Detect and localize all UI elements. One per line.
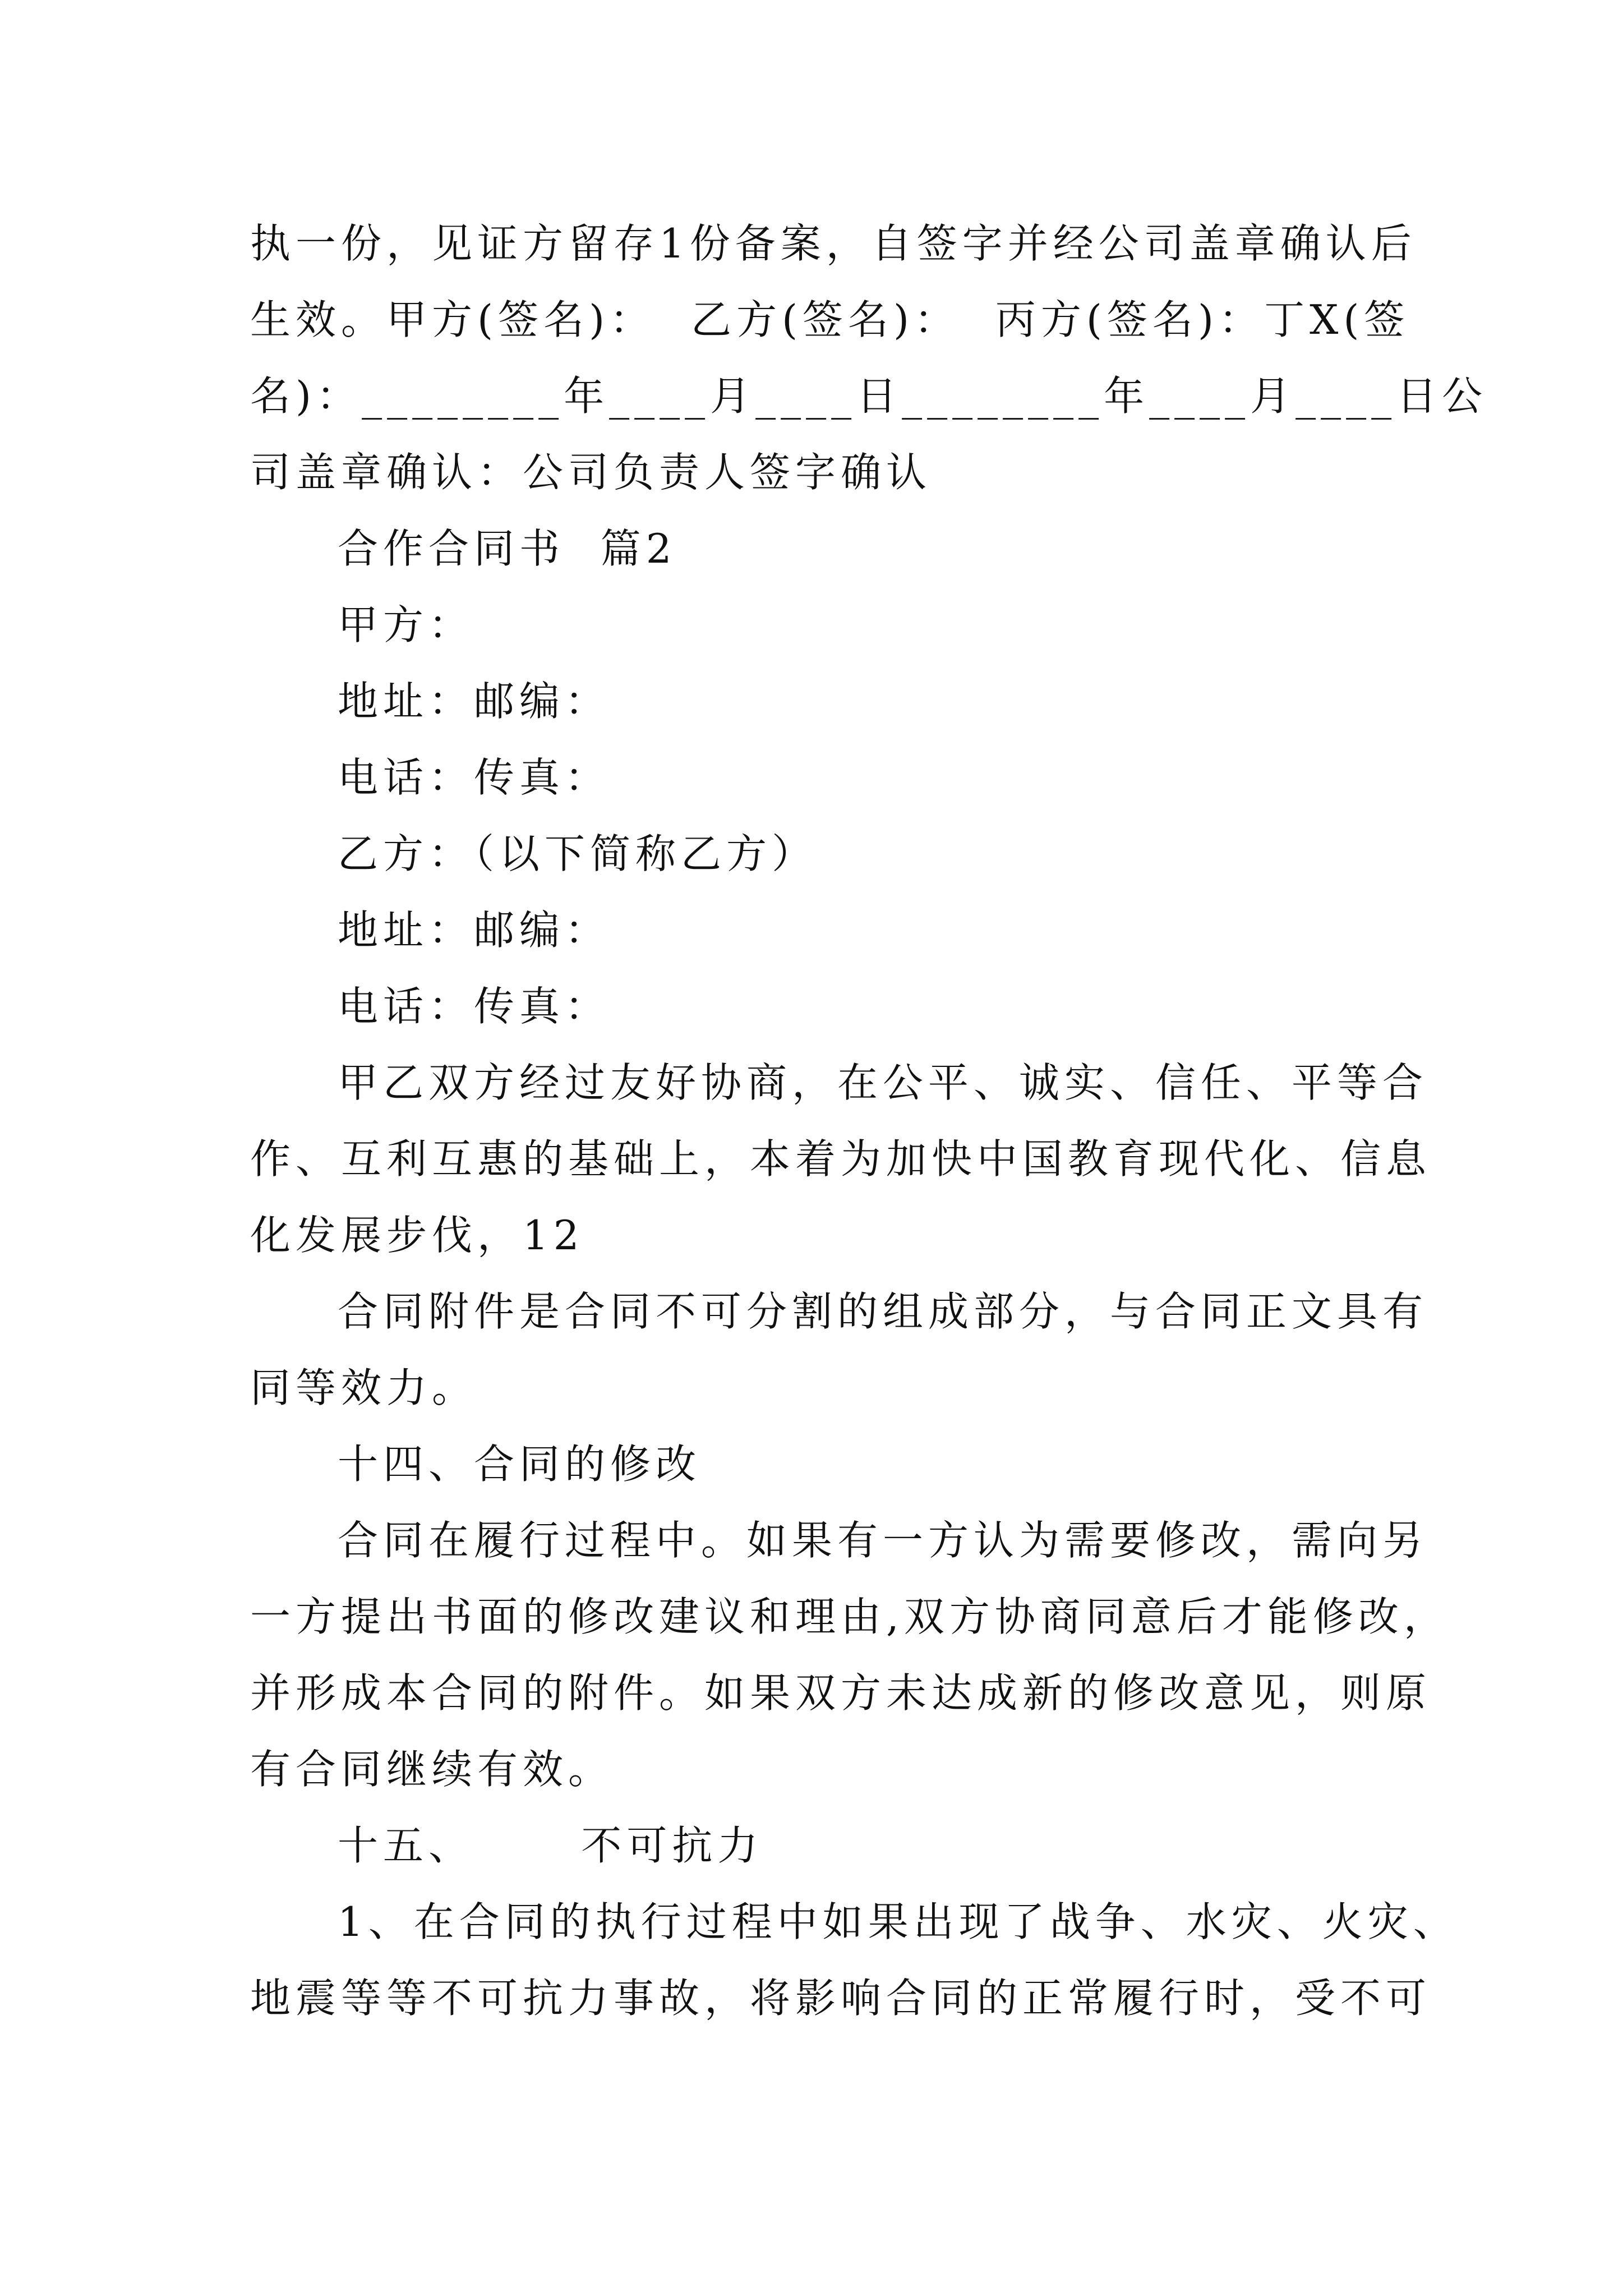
- text-line: 甲方：: [338, 601, 474, 648]
- text-line: 生效。甲方(签名)： 乙方(签名)： 丙方(签名)：丁X(签: [250, 296, 1410, 343]
- text-line: 名)：________年____月____日________年____月____日公: [250, 372, 1488, 420]
- text-line: 地震等等不可抗力事故，将影响合同的正常履行时，受不可: [250, 1975, 1432, 2022]
- section-heading: 十四、合同的修改: [338, 1441, 702, 1488]
- text-line: 作、互利互惠的基础上，本着为加快中国教育现代化、信息: [250, 1135, 1432, 1182]
- text-line: 并形成本合同的附件。如果双方未达成新的修改意见，则原: [250, 1669, 1432, 1717]
- text-line: 一方提出书面的修改建议和理由,双方协商同意后才能修改，: [250, 1593, 1449, 1640]
- text-line: 化发展步伐，12: [250, 1212, 584, 1259]
- text-line: 合同附件是合同不可分割的组成部分，与合同正文具有: [338, 1288, 1428, 1335]
- text-line: 地址：邮编：: [338, 678, 611, 725]
- text-line: 乙方：（以下简称乙方）: [338, 830, 818, 877]
- text-line: 同等效力。: [250, 1364, 478, 1411]
- text-line: 电话：传真：: [338, 983, 611, 1030]
- text-line: 合同在履行过程中。如果有一方认为需要修改，需向另: [338, 1517, 1428, 1564]
- text-line: 有合同继续有效。: [250, 1746, 614, 1793]
- text-line: 1、在合同的执行过程中如果出现了战争、水灾、火灾、: [338, 1898, 1459, 1945]
- text-line: 甲乙双方经过友好协商，在公平、诚实、信任、平等合: [338, 1059, 1428, 1106]
- section-heading: 十五、 不可抗力: [338, 1822, 763, 1869]
- text-line: 电话：传真：: [338, 754, 611, 801]
- text-line: 司盖章确认：公司负责人签字确认: [250, 449, 932, 496]
- section-heading: 合作合同书 篇2: [338, 525, 677, 572]
- text-line: 执一份，见证方留存1份备案，自签字并经公司盖章确认后: [250, 220, 1417, 267]
- text-line: 地址：邮编：: [338, 907, 611, 954]
